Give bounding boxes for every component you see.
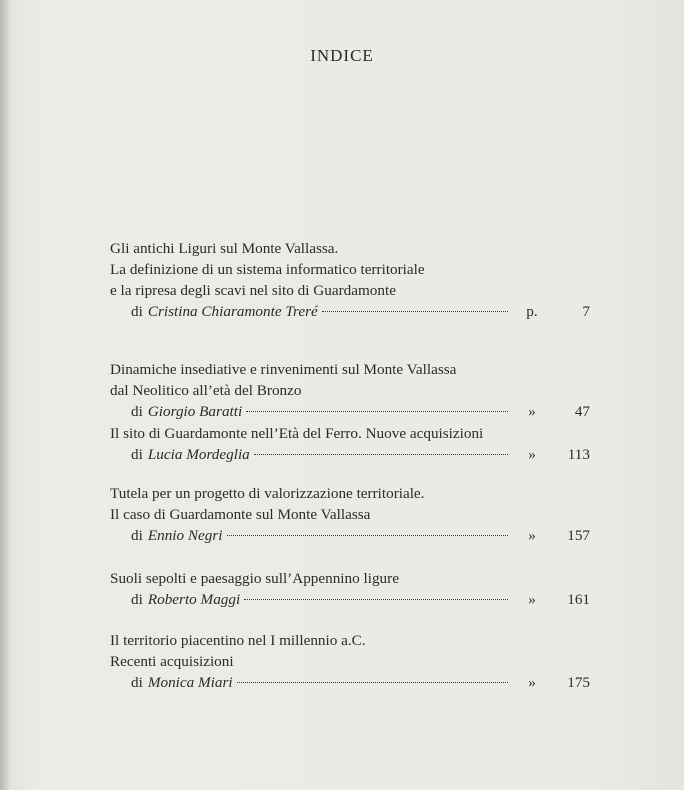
page-prefix: »	[528, 446, 536, 463]
entry-title-line: Recenti acquisizioni	[110, 653, 234, 670]
author-preposition: di	[131, 527, 143, 544]
page-title: INDICE	[310, 46, 374, 65]
author-preposition: di	[131, 303, 143, 320]
author-preposition: di	[131, 674, 143, 691]
entry-title-line: Dinamiche insediative e rinvenimenti sul Monte Vallassa	[110, 361, 457, 378]
page-number: 47	[574, 403, 590, 420]
author-preposition: di	[131, 446, 143, 463]
dot-leader	[254, 454, 508, 455]
entry-author-line	[110, 525, 590, 547]
page-prefix: »	[528, 403, 536, 420]
gutter-shadow	[0, 0, 10, 790]
entry-author-line	[110, 444, 590, 466]
author-name: Ennio Negri	[147, 527, 223, 544]
author-name: Roberto Maggi	[147, 591, 241, 608]
entry-title-line: La definizione di un sistema informatico territoriale	[110, 261, 425, 278]
page-number: 175	[567, 674, 590, 691]
dot-leader	[246, 411, 508, 412]
entry-author-line	[110, 301, 590, 323]
toc-entry	[110, 359, 590, 423]
toc-entry	[110, 483, 590, 547]
entry-author-line	[110, 589, 590, 611]
toc-entry	[110, 630, 590, 694]
author-preposition: di	[131, 403, 143, 420]
author-name: Giorgio Baratti	[147, 403, 243, 420]
author-name: Lucia Mordeglia	[147, 446, 250, 463]
entry-title-line: Tutela per un progetto di valorizzazione territoriale.	[110, 485, 425, 502]
page-number: 113	[567, 446, 590, 463]
entry-title-line: Il territorio piacentino nel I millennio a.C.	[110, 632, 366, 649]
entry-title-line: e la ripresa degli scavi nel sito di Guardamonte	[110, 282, 396, 299]
author-preposition: di	[131, 591, 143, 608]
toc-entry	[110, 423, 590, 466]
page-prefix: »	[528, 527, 536, 544]
author-name: Monica Miari	[147, 674, 233, 691]
entry-author-line	[110, 401, 590, 423]
entry-title-line: Gli antichi Liguri sul Monte Vallassa.	[110, 240, 339, 257]
page-prefix: p.	[526, 303, 538, 320]
page-number: 7	[582, 303, 590, 320]
page-number: 157	[567, 527, 590, 544]
dot-leader	[227, 535, 509, 536]
toc-entry	[110, 568, 590, 611]
entry-title-line: Il sito di Guardamonte nell’Età del Ferro. Nuove acquisizioni	[110, 425, 484, 442]
page-prefix: »	[528, 674, 536, 691]
entry-title-line: Il caso di Guardamonte sul Monte Vallassa	[110, 506, 371, 523]
toc-entry	[110, 238, 590, 323]
dot-leader	[322, 311, 508, 312]
page-prefix: »	[528, 591, 536, 608]
entry-title-line: Suoli sepolti e paesaggio sull’Appennino ligure	[110, 570, 399, 587]
dot-leader	[237, 682, 508, 683]
dot-leader	[244, 599, 508, 600]
show-through-text	[200, 78, 204, 95]
entry-author-line	[110, 672, 590, 694]
entry-title-line: dal Neolitico all’età del Bronzo	[110, 382, 302, 399]
author-name: Cristina Chiaramonte Treré	[147, 303, 318, 320]
page-number: 161	[567, 591, 590, 608]
